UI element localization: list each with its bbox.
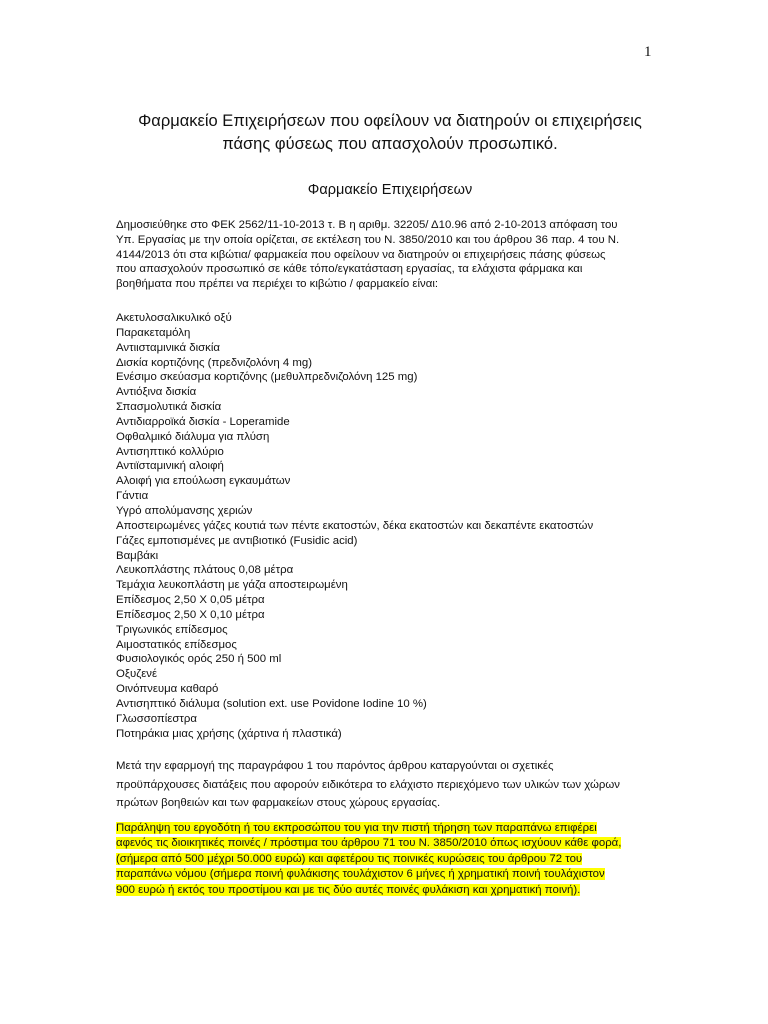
highlight-text: Παράληψη του εργοδότη ή του εκπροσώπου του για την πιστή τήρηση των παραπάνω επιφέρει [116, 822, 597, 834]
highlighted-line [116, 821, 621, 836]
penalty-paragraph-highlighted [116, 821, 621, 898]
title-line: πάσης φύσεως που απασχολούν προσωπικό. [222, 135, 558, 153]
list-item: Παρακεταμόλη [116, 326, 191, 339]
list-item: Επίδεσμος 2,50 Χ 0,10 μέτρα [116, 608, 265, 621]
paragraph-line: Μετά την εφαρμογή της παραγράφου 1 του παρόντος άρθρου καταργούνται οι σχετικές [116, 760, 554, 772]
list-item: Οινόπνευμα καθαρό [116, 683, 219, 696]
highlighted-line [116, 852, 621, 867]
list-item: Βαμβάκι [116, 549, 159, 562]
highlighted-line [116, 883, 621, 898]
intro-line: που απασχολούν προσωπικό σε κάθε τόπο/εγκατάσταση εργασίας, τα ελάχιστα φάρμακα και [116, 263, 583, 276]
intro-line: 4144/2013 ότι στα κιβώτια/ φαρμακεία που οφείλουν να διατηρούν οι επιχειρήσεις πάσης φύσεως [116, 248, 606, 261]
intro-paragraph [116, 218, 676, 292]
paragraph-line: προϋπάρχουσες διατάξεις που αφορούν ειδικότερα το ελάχιστο περιεχόμενο των υλικών των χώρων [116, 778, 620, 791]
repeal-paragraph [116, 757, 620, 813]
intro-line: Υπ. Εργασίας με την οποία ορίζεται, σε εκτέλεση του Ν. 3850/2010 και του άρθρου 36 παρ. 4 του Ν. [116, 233, 620, 246]
list-item: Αντισηπτικό κολλύριο [116, 445, 224, 458]
highlight-text: (σήμερα από 500 μέχρι 50.000 ευρώ) και αφετέρου τις ποινικές κυρώσεις του άρθρου 72 του [116, 852, 583, 865]
list-item: Δισκία κορτιζόνης (πρεδνιζολόνη 4 mg) [116, 356, 312, 369]
highlight-text: αφενός τις διοικητικές ποινές / πρόστιμα του άρθρου 71 του Ν. 3850/2010 όπως ισχύουν κάθε φορά, [116, 837, 622, 850]
intro-line: βοηθήματα που πρέπει να περιέχει το κιβώτιο / φαρμακείο είναι: [116, 278, 439, 291]
list-item: Οξυζενέ [116, 668, 158, 681]
list-item: Αντισηπτικό διάλυμα (solution ext. use Povidone Iodine 10 %) [116, 697, 427, 710]
list-item: Γλωσσοπίεστρα [116, 712, 197, 725]
list-item: Αντιισταμινικά δισκία [116, 341, 220, 354]
list-item: Αλοιφή για επούλωση εγκαυμάτων [116, 475, 291, 488]
list-item: Ποτηράκια μιας χρήσης (χάρτινα ή πλαστικά) [116, 727, 342, 740]
list-item: Επίδεσμος 2,50 Χ 0,05 μέτρα [116, 594, 265, 607]
list-item: Ακετυλοσαλικυλικό οξύ [116, 312, 232, 324]
list-item: Τεμάχια λευκοπλάστη με γάζα αποστειρωμένη [116, 579, 348, 592]
highlight-text: 900 ευρώ ή εκτός του προστίμου και με τις δύο αυτές ποινές φυλάκιση και χρηματική ποινή). [116, 883, 581, 896]
supplies-list [116, 311, 593, 741]
list-item: Αντιϊσταμινική αλοιφή [116, 460, 224, 473]
list-item: Φυσιολογικός ορός 250 ή 500 ml [116, 653, 282, 666]
section-heading: Φαρμακείο Επιχειρήσεων [307, 182, 473, 198]
paragraph-line: πρώτων βοηθειών και των φαρμακείων στους χώρους εργασίας. [116, 797, 441, 809]
list-item: Αιμοστατικός επίδεσμος [116, 638, 237, 651]
list-item: Λευκοπλάστης πλάτους 0,08 μέτρα [116, 564, 294, 577]
list-item: Αντιδιαρροϊκά δισκία - Loperamide [116, 415, 290, 428]
document-title [60, 110, 720, 156]
list-item: Αντιόξινα δισκία [116, 386, 197, 399]
intro-line: Δημοσιεύθηκε στο ΦΕΚ 2562/11-10-2013 τ. Β η αριθμ. 32205/ Δ10.96 από 2-10-2013 απόφαση του [116, 219, 618, 231]
page-number: 1 [644, 44, 652, 60]
highlighted-line [116, 836, 621, 851]
title-line: Φαρμακείο Επιχειρήσεων που οφείλουν να διατηρούν οι επιχειρήσεις [138, 112, 642, 130]
list-item: Υγρό απολύμανσης χεριών [116, 504, 253, 517]
highlight-text: παραπάνω νόμου (σήμερα ποινή φυλάκισης τουλάχιστον 6 μήνες ή χρηματική ποινή τουλάχιστον [116, 868, 605, 881]
list-item: Οφθαλμικό διάλυμα για πλύση [116, 430, 270, 443]
list-item: Γάζες εμποτισμένες με αντιβιοτικό (Fusidic acid) [116, 534, 358, 547]
list-item: Τριγωνικός επίδεσμος [116, 623, 228, 636]
list-item: Ενέσιμο σκεύασμα κορτιζόνης (μεθυλπρεδνιζολόνη 125 mg) [116, 371, 418, 384]
list-item: Γάντια [116, 490, 149, 503]
highlighted-line [116, 867, 621, 882]
list-item: Σπασμολυτικά δισκία [116, 401, 222, 414]
list-item: Αποστειρωμένες γάζες κουτιά των πέντε εκατοστών, δέκα εκατοστών και δεκαπέντε εκατοστών [116, 519, 594, 532]
